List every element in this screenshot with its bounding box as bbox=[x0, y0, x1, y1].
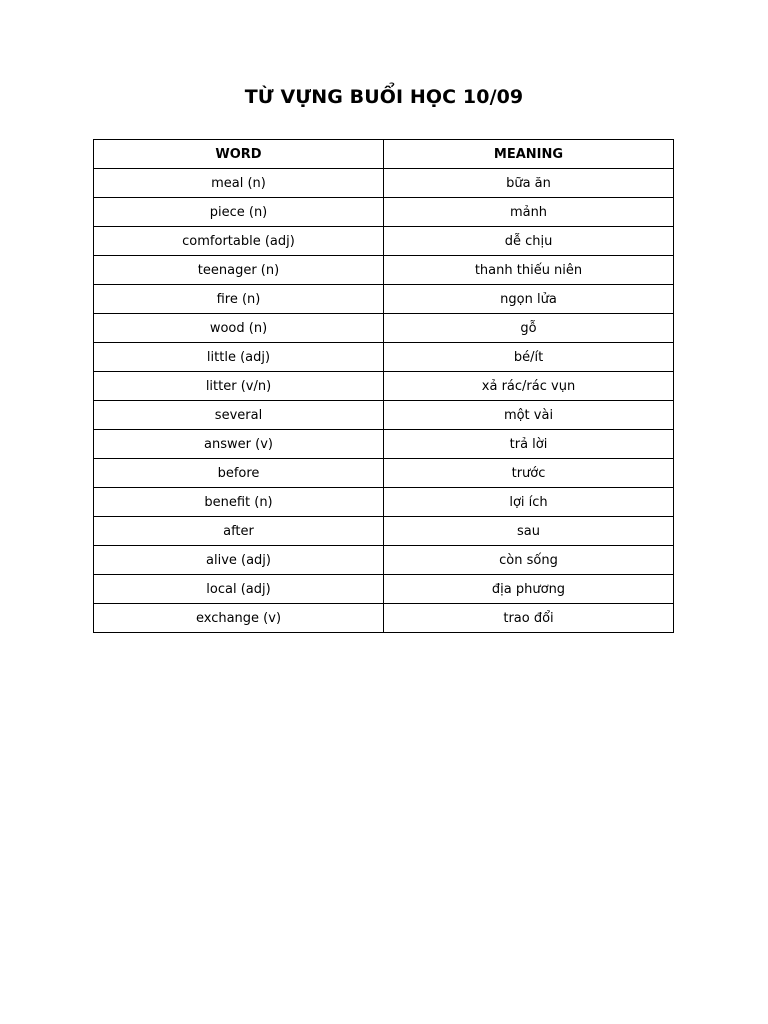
meaning-cell: bữa ăn bbox=[384, 169, 674, 198]
table-row bbox=[94, 256, 674, 285]
meaning-cell: bé/ít bbox=[384, 343, 674, 372]
meaning-cell: trao đổi bbox=[384, 604, 674, 633]
column-header-word: WORD bbox=[94, 140, 384, 169]
word-cell: piece (n) bbox=[94, 198, 384, 227]
word-cell: comfortable (adj) bbox=[94, 227, 384, 256]
meaning-cell: lợi ích bbox=[384, 488, 674, 517]
table-header-row bbox=[94, 140, 674, 169]
table-row bbox=[94, 430, 674, 459]
word-cell: little (adj) bbox=[94, 343, 384, 372]
table-row bbox=[94, 169, 674, 198]
word-cell: alive (adj) bbox=[94, 546, 384, 575]
word-cell: answer (v) bbox=[94, 430, 384, 459]
table-row bbox=[94, 343, 674, 372]
word-cell: meal (n) bbox=[94, 169, 384, 198]
page-title: TỪ VỰNG BUỔI HỌC 10/09 bbox=[244, 86, 524, 108]
meaning-cell: xả rác/rác vụn bbox=[384, 372, 674, 401]
table-row bbox=[94, 546, 674, 575]
meaning-cell: còn sống bbox=[384, 546, 674, 575]
table-row bbox=[94, 227, 674, 256]
meaning-cell: mảnh bbox=[384, 198, 674, 227]
column-header-meaning: MEANING bbox=[384, 140, 674, 169]
vocabulary-table bbox=[93, 139, 674, 633]
word-cell: several bbox=[94, 401, 384, 430]
word-cell: fire (n) bbox=[94, 285, 384, 314]
table-row bbox=[94, 285, 674, 314]
word-cell: local (adj) bbox=[94, 575, 384, 604]
meaning-cell: một vài bbox=[384, 401, 674, 430]
meaning-cell: trả lời bbox=[384, 430, 674, 459]
table-row bbox=[94, 517, 674, 546]
word-cell: before bbox=[94, 459, 384, 488]
word-cell: teenager (n) bbox=[94, 256, 384, 285]
word-cell: litter (v/n) bbox=[94, 372, 384, 401]
word-cell: after bbox=[94, 517, 384, 546]
meaning-cell: thanh thiếu niên bbox=[384, 256, 674, 285]
table-row bbox=[94, 488, 674, 517]
table-row bbox=[94, 198, 674, 227]
table-row bbox=[94, 401, 674, 430]
table-row bbox=[94, 459, 674, 488]
word-cell: exchange (v) bbox=[94, 604, 384, 633]
table-row bbox=[94, 314, 674, 343]
meaning-cell: trước bbox=[384, 459, 674, 488]
meaning-cell: sau bbox=[384, 517, 674, 546]
meaning-cell: gỗ bbox=[384, 314, 674, 343]
meaning-cell: dễ chịu bbox=[384, 227, 674, 256]
word-cell: benefit (n) bbox=[94, 488, 384, 517]
table-row bbox=[94, 575, 674, 604]
word-cell: wood (n) bbox=[94, 314, 384, 343]
table-row bbox=[94, 604, 674, 633]
meaning-cell: ngọn lửa bbox=[384, 285, 674, 314]
table-row bbox=[94, 372, 674, 401]
meaning-cell: địa phương bbox=[384, 575, 674, 604]
